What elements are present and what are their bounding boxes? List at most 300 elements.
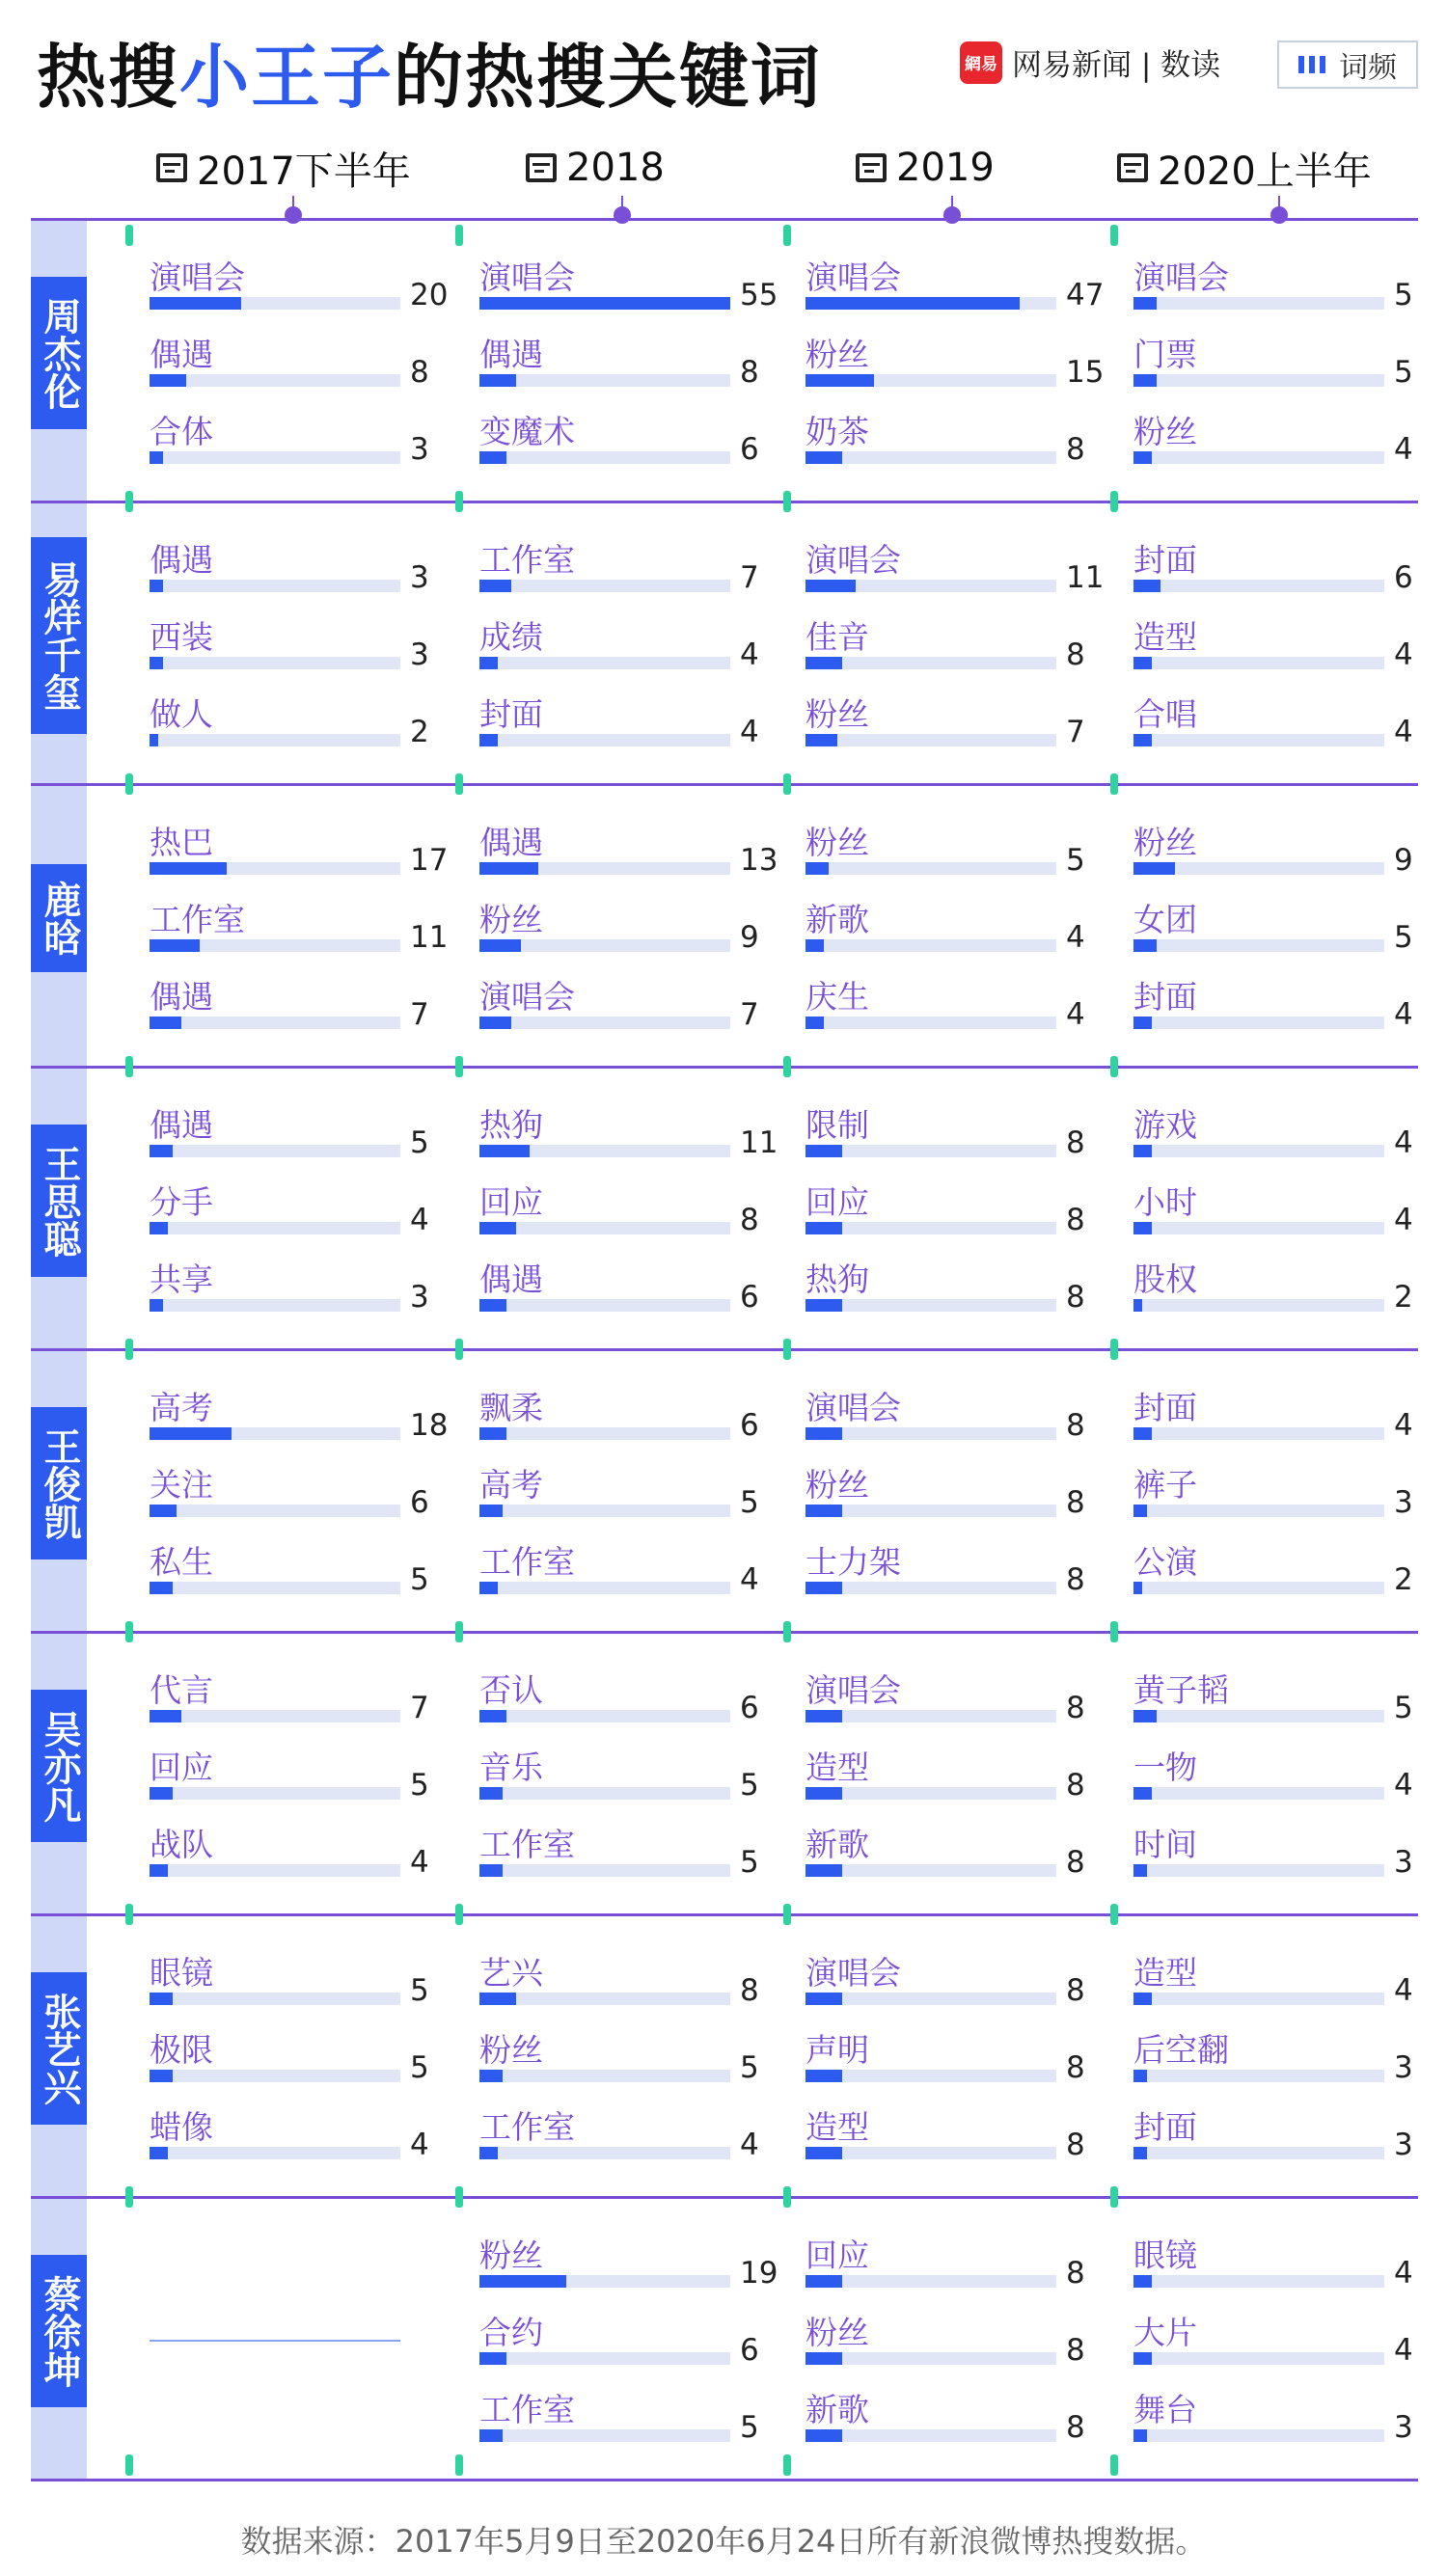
- bar-track: [1133, 580, 1384, 592]
- keyword-item: [1133, 1820, 1423, 1889]
- keyword-count: 5: [1066, 843, 1085, 878]
- bar-track: [805, 862, 1056, 875]
- keyword-bar: [1133, 1582, 1142, 1594]
- keyword-label: 眼镜: [150, 1954, 213, 1992]
- source-note: 数据来源：2017年5月9日至2020年6月24日所有新浪微博热搜数据。: [240, 2523, 1207, 2560]
- keyword-label: 回应: [805, 2237, 869, 2274]
- keyword-label: 演唱会: [150, 258, 245, 296]
- keyword-item: [805, 330, 1105, 399]
- keyword-count: 8: [1066, 637, 1085, 672]
- keyword-label: 偶遇: [150, 336, 213, 373]
- keyword-count: 8: [1066, 2128, 1085, 2162]
- keyword-label: 工作室: [479, 1826, 575, 1863]
- keyword-label: 粉丝: [1133, 824, 1197, 861]
- bar-track: [1133, 297, 1384, 310]
- keyword-item: [150, 972, 439, 1042]
- keyword-bar: [479, 2352, 506, 2365]
- keyword-item: [805, 818, 1095, 887]
- keyword-count: 4: [740, 2128, 759, 2162]
- keyword-bar: [150, 657, 163, 669]
- keyword-item: [150, 690, 439, 759]
- keyword-label: 粉丝: [479, 901, 543, 938]
- keyword-item: [479, 1743, 769, 1812]
- column-tick: [125, 1056, 133, 1077]
- keyword-bar: [150, 580, 163, 592]
- keyword-bar: [805, 1299, 842, 1312]
- keyword-bar: [479, 580, 511, 592]
- keyword-label: 做人: [150, 695, 213, 733]
- keyword-count: 8: [1066, 1768, 1085, 1803]
- keyword-label: 合约: [479, 2314, 543, 2351]
- keyword-bar: [1133, 939, 1157, 952]
- keyword-bar: [479, 1993, 516, 2005]
- bar-track: [150, 1710, 400, 1722]
- celebrity-name: 王俊凯: [31, 1407, 87, 1559]
- column-tick: [783, 2454, 791, 2476]
- bar-track: [805, 2352, 1056, 2365]
- column-tick: [783, 1904, 791, 1925]
- title-prefix: 热搜: [37, 37, 180, 118]
- column-tick: [125, 2186, 133, 2208]
- keyword-bar: [479, 1145, 530, 1157]
- keyword-item: [805, 2385, 1095, 2454]
- keyword-label: 演唱会: [805, 1389, 901, 1426]
- keyword-label: 小时: [1133, 1183, 1197, 1221]
- column-tick: [125, 1621, 133, 1642]
- keyword-bar: [1133, 1710, 1157, 1722]
- keyword-label: 回应: [805, 1183, 869, 1221]
- keyword-label: 粉丝: [805, 695, 869, 733]
- bar-track: [150, 1864, 400, 1877]
- bar-track: [805, 2147, 1056, 2159]
- keyword-label: 士力架: [805, 1543, 901, 1581]
- bar-track: [1133, 1145, 1384, 1157]
- keyword-item: [479, 1948, 769, 2018]
- keyword-label: 后空翻: [1133, 2031, 1229, 2069]
- keyword-label: 偶遇: [479, 1261, 543, 1298]
- keyword-label: 粉丝: [1133, 413, 1197, 450]
- keyword-count: 7: [410, 997, 429, 1032]
- keyword-count: 6: [740, 2333, 759, 2368]
- keyword-item: [150, 1100, 439, 1170]
- bar-track: [150, 1582, 400, 1594]
- keyword-label: 佳音: [805, 618, 869, 656]
- keyword-label: 游戏: [1133, 1106, 1197, 1144]
- keyword-bar: [479, 1505, 503, 1517]
- keyword-bar: [805, 862, 829, 875]
- keyword-bar: [1133, 1427, 1152, 1440]
- keyword-item: [479, 690, 769, 759]
- keyword-item: [1133, 2231, 1423, 2300]
- bar-track: [1133, 1017, 1384, 1029]
- bar-track: [805, 1993, 1056, 2005]
- keyword-item: [150, 1820, 439, 1889]
- bar-track: [1133, 657, 1384, 669]
- bar-track: [1133, 1427, 1384, 1440]
- keyword-bar: [479, 297, 730, 310]
- column-tick: [125, 225, 133, 246]
- keyword-count: 7: [1066, 715, 1085, 749]
- column-tick: [1110, 1339, 1118, 1360]
- keyword-bar: [479, 1427, 506, 1440]
- period-marker-dot: [614, 206, 631, 224]
- keyword-label: 工作室: [479, 2391, 575, 2428]
- keyword-label: 粉丝: [805, 1466, 869, 1504]
- celebrity-name: 吴亦凡: [31, 1690, 87, 1842]
- keyword-bar: [479, 374, 516, 387]
- keyword-count: 5: [410, 1562, 429, 1597]
- keyword-item: [1133, 2385, 1423, 2454]
- keyword-count: 5: [410, 1125, 429, 1160]
- keyword-count: 6: [740, 1280, 759, 1315]
- keyword-label: 工作室: [479, 1543, 575, 1581]
- keyword-label: 高考: [479, 1466, 543, 1504]
- keyword-bar: [479, 2429, 503, 2442]
- bar-track: [805, 2429, 1056, 2442]
- keyword-item: [150, 1537, 439, 1607]
- keyword-item: [1133, 2025, 1423, 2095]
- keyword-bar: [150, 939, 200, 952]
- keyword-label: 否认: [479, 1671, 543, 1709]
- bar-track: [150, 2070, 400, 2082]
- keyword-item: [150, 818, 449, 887]
- keyword-label: 演唱会: [805, 1671, 901, 1709]
- bar-track: [479, 2429, 730, 2442]
- keyword-count: 8: [1066, 1973, 1085, 2008]
- keyword-label: 限制: [805, 1106, 869, 1144]
- bar-track: [805, 1505, 1056, 1517]
- keyword-count: 2: [1394, 1280, 1413, 1315]
- bar-track: [150, 734, 400, 746]
- keyword-item: [805, 535, 1105, 605]
- keyword-item: [805, 1948, 1095, 2018]
- bar-track: [479, 1017, 730, 1029]
- celebrity-name: 鹿晗: [31, 864, 87, 972]
- keyword-count: 4: [1394, 1408, 1413, 1443]
- keyword-label: 门票: [1133, 336, 1197, 373]
- keyword-item: [150, 330, 439, 399]
- keyword-item: [150, 2025, 439, 2095]
- keyword-label: 造型: [1133, 1954, 1197, 1992]
- column-tick: [1110, 2186, 1118, 2208]
- bar-track: [479, 2070, 730, 2082]
- bar-track: [150, 862, 400, 875]
- bar-track: [150, 1017, 400, 1029]
- keyword-item: [479, 612, 769, 682]
- title-highlight: 小王子: [179, 37, 395, 118]
- bar-track: [150, 1299, 400, 1312]
- keyword-item: [1133, 612, 1423, 682]
- keyword-bar: [1133, 734, 1152, 746]
- keyword-count: 3: [410, 432, 429, 467]
- column-tick: [783, 491, 791, 512]
- keyword-count: 11: [1066, 560, 1105, 595]
- keyword-count: 19: [740, 2256, 778, 2291]
- keyword-item: [150, 2102, 439, 2172]
- section-divider: [31, 2479, 1418, 2481]
- keyword-label: 封面: [479, 695, 543, 733]
- keyword-item: [1133, 2308, 1423, 2377]
- keyword-bar: [479, 939, 521, 952]
- section-divider: [31, 1348, 1418, 1351]
- keyword-count: 9: [1394, 843, 1413, 878]
- keyword-item: [479, 1255, 769, 1324]
- section-divider: [31, 1066, 1418, 1069]
- keyword-count: 5: [740, 1485, 759, 1520]
- column-tick: [455, 2454, 463, 2476]
- keyword-bar: [805, 2429, 842, 2442]
- keyword-label: 演唱会: [805, 1954, 901, 1992]
- keyword-label: 工作室: [479, 541, 575, 579]
- keyword-item: [479, 972, 769, 1042]
- keyword-label: 演唱会: [479, 258, 575, 296]
- keyword-bar: [150, 1145, 173, 1157]
- period-label: 2019: [896, 146, 995, 190]
- keyword-item: [150, 1666, 439, 1735]
- keyword-bar: [150, 1222, 168, 1234]
- keyword-bar: [805, 451, 842, 464]
- bar-track: [150, 939, 400, 952]
- column-tick: [1110, 225, 1118, 246]
- keyword-bar: [1133, 2275, 1152, 2288]
- column-tick: [783, 2186, 791, 2208]
- keyword-label: 女团: [1133, 901, 1197, 938]
- keyword-label: 极限: [150, 2031, 213, 2069]
- bar-track: [1133, 1582, 1384, 1594]
- keyword-item: [1133, 1178, 1423, 1247]
- keyword-item: [479, 1666, 769, 1735]
- bar-track: [479, 1864, 730, 1877]
- celebrity-name: 张艺兴: [31, 1972, 87, 2125]
- bar-track: [479, 2352, 730, 2365]
- section-divider: [31, 218, 1418, 221]
- keyword-label: 一物: [1133, 1749, 1197, 1786]
- keyword-bar: [805, 1427, 842, 1440]
- keyword-item: [1133, 1743, 1423, 1812]
- keyword-bar: [805, 2070, 842, 2082]
- keyword-label: 合唱: [1133, 695, 1197, 733]
- keyword-label: 封面: [1133, 1389, 1197, 1426]
- keyword-count: 5: [1394, 355, 1413, 390]
- keyword-count: 9: [740, 920, 759, 955]
- keyword-label: 偶遇: [150, 978, 213, 1016]
- keyword-label: 工作室: [479, 2108, 575, 2146]
- bar-track: [150, 1505, 400, 1517]
- keyword-count: 4: [1394, 1768, 1413, 1803]
- keyword-count: 4: [1394, 637, 1413, 672]
- column-tick: [125, 1339, 133, 1360]
- bar-track: [150, 297, 400, 310]
- keyword-bar: [805, 1505, 842, 1517]
- keyword-bar: [1133, 862, 1175, 875]
- bar-track: [805, 580, 1056, 592]
- keyword-label: 声明: [805, 2031, 869, 2069]
- keyword-item: [150, 1743, 439, 1812]
- keyword-count: 4: [740, 637, 759, 672]
- bar-track: [479, 1145, 730, 1157]
- keyword-item: [805, 1666, 1095, 1735]
- keyword-item: [150, 1178, 439, 1247]
- keyword-bar: [805, 1145, 842, 1157]
- keyword-bar: [805, 1993, 842, 2005]
- keyword-bar: [805, 1710, 842, 1722]
- bar-track: [805, 1222, 1056, 1234]
- keyword-label: 热狗: [479, 1106, 543, 1144]
- keyword-item: [479, 1460, 769, 1530]
- keyword-item: [805, 1100, 1095, 1170]
- bar-track: [150, 374, 400, 387]
- keyword-count: 6: [740, 1408, 759, 1443]
- keyword-count: 6: [740, 432, 759, 467]
- logo-text: 網易: [965, 55, 997, 74]
- keyword-count: 4: [1394, 2333, 1413, 2368]
- keyword-label: 回应: [479, 1183, 543, 1221]
- bar-legend-icon: [1298, 56, 1325, 73]
- keyword-bar: [150, 1787, 173, 1800]
- keyword-bar: [1133, 2070, 1147, 2082]
- keyword-bar: [1133, 1864, 1147, 1877]
- keyword-count: 8: [1066, 1203, 1085, 1237]
- bar-track: [1133, 1787, 1384, 1800]
- keyword-bar: [1133, 1787, 1152, 1800]
- keyword-bar: [479, 2147, 498, 2159]
- keyword-item: [1133, 253, 1423, 322]
- keyword-label: 关注: [150, 1466, 213, 1504]
- keyword-label: 封面: [1133, 541, 1197, 579]
- keyword-bar: [479, 2275, 566, 2288]
- keyword-bar: [479, 1299, 506, 1312]
- keyword-count: 4: [410, 1845, 429, 1880]
- keyword-count: 5: [410, 1768, 429, 1803]
- keyword-bar: [805, 734, 837, 746]
- keyword-label: 造型: [805, 1749, 869, 1786]
- keyword-bar: [805, 2352, 842, 2365]
- keyword-item: [150, 1948, 439, 2018]
- bar-track: [479, 1710, 730, 1722]
- bar-track: [805, 1710, 1056, 1722]
- column-tick: [1110, 773, 1118, 795]
- keyword-count: 8: [740, 1203, 759, 1237]
- bar-track: [479, 1222, 730, 1234]
- keyword-count: 11: [410, 920, 449, 955]
- keyword-count: 2: [1394, 1562, 1413, 1597]
- keyword-label: 裤子: [1133, 1466, 1197, 1504]
- keyword-bar: [1133, 297, 1157, 310]
- celebrity-name: 易烊千玺: [31, 537, 87, 734]
- keyword-item: [805, 1178, 1095, 1247]
- bar-track: [479, 1427, 730, 1440]
- keyword-label: 合体: [150, 413, 213, 450]
- keyword-count: 3: [410, 637, 429, 672]
- period-label: 2020上半年: [1158, 149, 1372, 194]
- column-tick: [1110, 1904, 1118, 1925]
- keyword-label: 飘柔: [479, 1389, 543, 1426]
- keyword-item: [479, 1100, 778, 1170]
- keyword-bar: [150, 1299, 163, 1312]
- keyword-item: [479, 330, 769, 399]
- keyword-label: 演唱会: [805, 541, 901, 579]
- keyword-bar: [805, 1864, 842, 1877]
- keyword-item: [479, 2102, 769, 2172]
- keyword-count: 4: [1394, 432, 1413, 467]
- keyword-item: [150, 253, 449, 322]
- column-tick: [1110, 491, 1118, 512]
- keyword-item: [805, 612, 1095, 682]
- keyword-item: [1133, 895, 1423, 964]
- column-tick: [125, 1904, 133, 1925]
- keyword-count: 2: [410, 715, 429, 749]
- bar-track: [479, 1993, 730, 2005]
- keyword-bar: [805, 580, 856, 592]
- keyword-count: 8: [1066, 432, 1085, 467]
- column-tick: [783, 1339, 791, 1360]
- keyword-item: [479, 1537, 769, 1607]
- keyword-count: 6: [410, 1485, 429, 1520]
- bar-track: [150, 1427, 400, 1440]
- keyword-label: 粉丝: [479, 2237, 543, 2274]
- keyword-item: [805, 690, 1095, 759]
- keyword-count: 4: [1394, 715, 1413, 749]
- keyword-count: 17: [410, 843, 449, 878]
- bar-track: [805, 1145, 1056, 1157]
- column-tick: [455, 1056, 463, 1077]
- keyword-count: 3: [1394, 1485, 1413, 1520]
- keyword-label: 工作室: [150, 901, 245, 938]
- bar-track: [479, 580, 730, 592]
- bar-track: [150, 580, 400, 592]
- keyword-label: 高考: [150, 1389, 213, 1426]
- keyword-item: [805, 2102, 1095, 2172]
- keyword-bar: [805, 2147, 842, 2159]
- bar-track: [150, 1787, 400, 1800]
- column-tick: [125, 2454, 133, 2476]
- keyword-count: 18: [410, 1408, 449, 1443]
- keyword-item: [805, 407, 1095, 476]
- column-tick: [455, 2186, 463, 2208]
- keyword-bar: [1133, 580, 1160, 592]
- bar-track: [1133, 862, 1384, 875]
- keyword-item: [805, 1460, 1095, 1530]
- bar-track: [150, 1993, 400, 2005]
- keyword-bar: [1133, 1222, 1152, 1234]
- bar-track: [150, 657, 400, 669]
- keyword-bar: [150, 1505, 177, 1517]
- bar-track: [150, 451, 400, 464]
- keyword-count: 5: [1394, 278, 1413, 312]
- keyword-count: 4: [1394, 1125, 1413, 1160]
- keyword-count: 5: [740, 2050, 759, 2085]
- keyword-label: 眼镜: [1133, 2237, 1197, 2274]
- column-tick: [455, 1904, 463, 1925]
- keyword-label: 分手: [150, 1183, 213, 1221]
- keyword-label: 演唱会: [1133, 258, 1229, 296]
- keyword-item: [150, 612, 439, 682]
- keyword-count: 3: [410, 560, 429, 595]
- keyword-bar: [150, 1993, 173, 2005]
- keyword-count: 4: [1066, 997, 1085, 1032]
- bar-track: [1133, 939, 1384, 952]
- keyword-bar: [150, 1864, 168, 1877]
- bar-track: [479, 2275, 730, 2288]
- keyword-count: 5: [410, 2050, 429, 2085]
- period-label: 2018: [566, 146, 665, 190]
- keyword-count: 4: [1394, 1203, 1413, 1237]
- keyword-count: 3: [1394, 2128, 1413, 2162]
- keyword-label: 西装: [150, 618, 213, 656]
- keyword-item: [479, 1820, 769, 1889]
- bar-track: [1133, 1222, 1384, 1234]
- section-divider: [31, 1631, 1418, 1634]
